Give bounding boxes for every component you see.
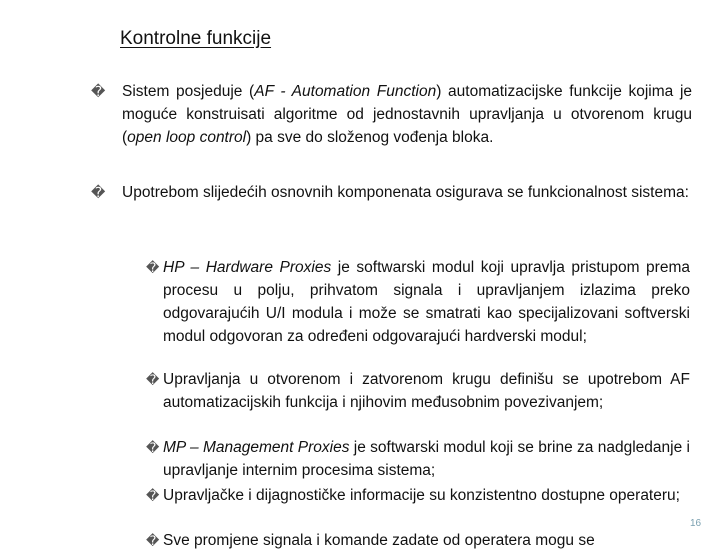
sub-marker-icon: �: [146, 260, 160, 275]
sub-marker-icon: �: [146, 372, 160, 387]
sub-marker-icon: �: [146, 440, 160, 455]
bullet-text: Upotrebom slijedećih osnovnih komponenata osigurava se funkcionalnost sistema:: [122, 184, 689, 201]
sub-item-signal-changes: [146, 529, 690, 552]
sub-item-text: je softwarski modul koji upravlja pristupom prema procesu u polju, prihvatom signala i upravljanjem izlazima preko odgovarajućih U/I modula i može se smatrati kao specijalizovani softverski modul odgovoran za određeni odgovarajući hardverski modul;: [163, 259, 690, 345]
sub-item-management-proxies: [146, 436, 690, 482]
sub-item-text: Upravljačke i dijagnostičke informacije su konzistentno dostupne operateru;: [163, 487, 680, 504]
sub-item-text: Upravljanja u otvorenom i zatvorenom krugu definišu se upotrebom AF automatizacijskih funkcija i njihovim međusobnim povezivanjem;: [163, 371, 690, 411]
sub-item-lead: MP – Management Proxies: [163, 439, 350, 456]
bullet-term: AF - Automation Function: [254, 83, 437, 100]
sub-marker-icon: �: [146, 488, 160, 503]
sub-marker-icon: �: [146, 533, 160, 548]
page-number: 16: [690, 518, 702, 529]
bullet-text: Sistem posjeduje (: [122, 83, 255, 100]
sub-item-hardware-proxies: [146, 256, 690, 348]
bullet-marker-icon: �: [91, 83, 106, 99]
bullet-marker-icon: �: [91, 184, 106, 200]
sub-item-text: Sve promjene signala i komande zadate od operatera mogu se: [163, 532, 595, 549]
sub-item-text: je softwarski modul koji se brine za nadgledanje i upravljanje internim procesima sistema;: [163, 439, 690, 479]
bullet-components: [91, 181, 692, 204]
sub-item-diagnostics: [146, 484, 690, 507]
bullet-text: ) automatizacijske funkcije kojima je moguće konstruisati algoritme od jednostavnih upravljanja u otvorenom krugu (: [122, 83, 693, 146]
bullet-term: open loop control: [127, 129, 247, 146]
sub-item-lead: HP – Hardware Proxies: [163, 259, 332, 276]
sub-item-control-loops: [146, 368, 690, 414]
slide-title: Kontrolne funkcije: [120, 28, 272, 49]
bullet-automation-functions: [91, 80, 693, 149]
bullet-text: ) pa sve do složenog vođenja bloka.: [246, 129, 494, 146]
